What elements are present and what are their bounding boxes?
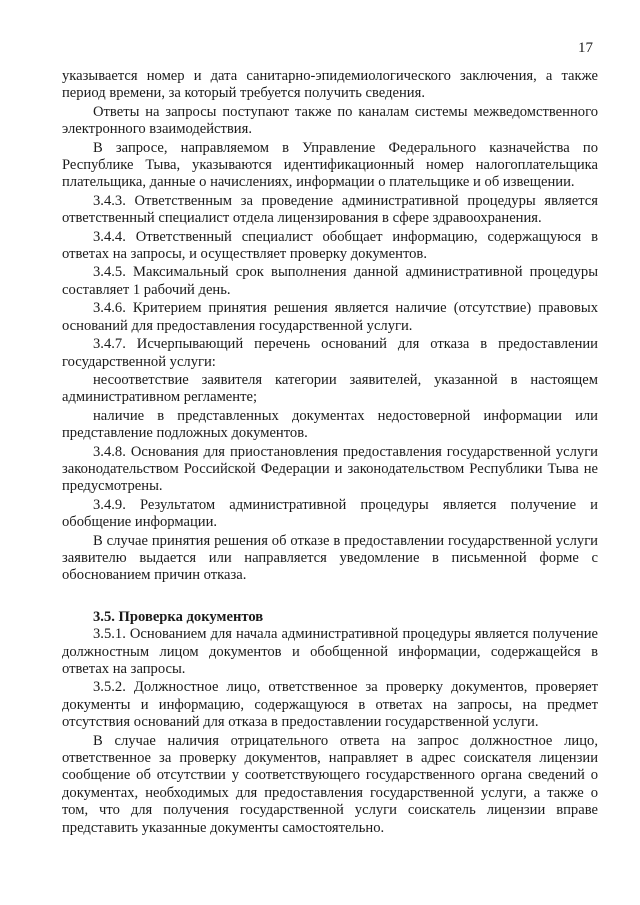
paragraph: В случае наличия отрицательного ответа на запрос должностное лицо, ответственное за проверку документов, направляет в адрес соискателя лицензии сообщение об отсутствии у соответствующего государственного органа сведений о документах, необходимых для предоставления государственной услуги, а также о том, что для получения государственной услуги соискатель лицензии вправе представить указанные документы самостоятельно. [62,732,598,836]
paragraph: В случае принятия решения об отказе в предоставлении государственной услуги заявителю выдается или направляется уведомление в письменной форме с обоснованием причин отказа. [62,532,598,584]
paragraph: указывается номер и дата санитарно-эпидемиологического заключения, а также период времени, за который требуется получить сведения. [62,68,598,102]
paragraph: В запросе, направляемом в Управление Федерального казначейства по Республике Тыва, указываются идентификационный номер налогоплательщика плательщика, данные о начислениях, информации о плательщике и об извещении. [62,139,598,191]
paragraph: наличие в представленных документах недостоверной информации или представление подложных документов. [62,407,598,442]
paragraph: 3.4.6. Критерием принятия решения является наличие (отсутствие) правовых оснований для предоставления государственной услуги. [62,300,598,334]
paragraphs-before [62,68,598,585]
paragraph: несоответствие заявителя категории заявителей, указанной в настоящем административном регламенте; [62,371,598,406]
paragraph: 3.4.5. Максимальный срок выполнения данной административной процедуры составляет 1 рабочий день. [62,264,598,298]
paragraph: 3.5.2. Должностное лицо, ответственное за проверку документов, проверяет документы и информацию, содержащуюся в ответах на запросы, на предмет отсутствия оснований для отказа в предоставлении государственной услуги. [62,679,598,731]
paragraph: 3.4.7. Исчерпывающий перечень оснований для отказа в предоставлении государственной услуги: [62,336,598,370]
document-body [62,68,598,838]
paragraph: 3.5.1. Основанием для начала административной процедуры является получение должностным лицом документов и обобщенной информации, содержащейся в ответах на запросы. [62,626,598,677]
section-heading: 3.5. Проверка документов [93,608,264,625]
paragraphs-after [62,626,598,837]
paragraph: 3.4.4. Ответственный специалист обобщает информацию, содержащуюся в ответах на запросы, и осуществляет проверку документов. [62,228,598,263]
page-number: 17 [578,40,593,56]
paragraph: 3.4.8. Основания для приостановления предоставления государственной услуги законодательством Российской Федерации и законодательством Республики Тыва не предусмотрены. [62,443,598,495]
paragraph: 3.4.3. Ответственным за проведение административной процедуры является ответственный специалист отдела лицензирования в сфере здравоохранения. [62,192,598,227]
paragraph: Ответы на запросы поступают также по каналам системы межведомственного электронного взаимодействия. [62,103,598,138]
paragraph: 3.4.9. Результатом административной процедуры является получение и обобщение информации. [62,496,598,531]
